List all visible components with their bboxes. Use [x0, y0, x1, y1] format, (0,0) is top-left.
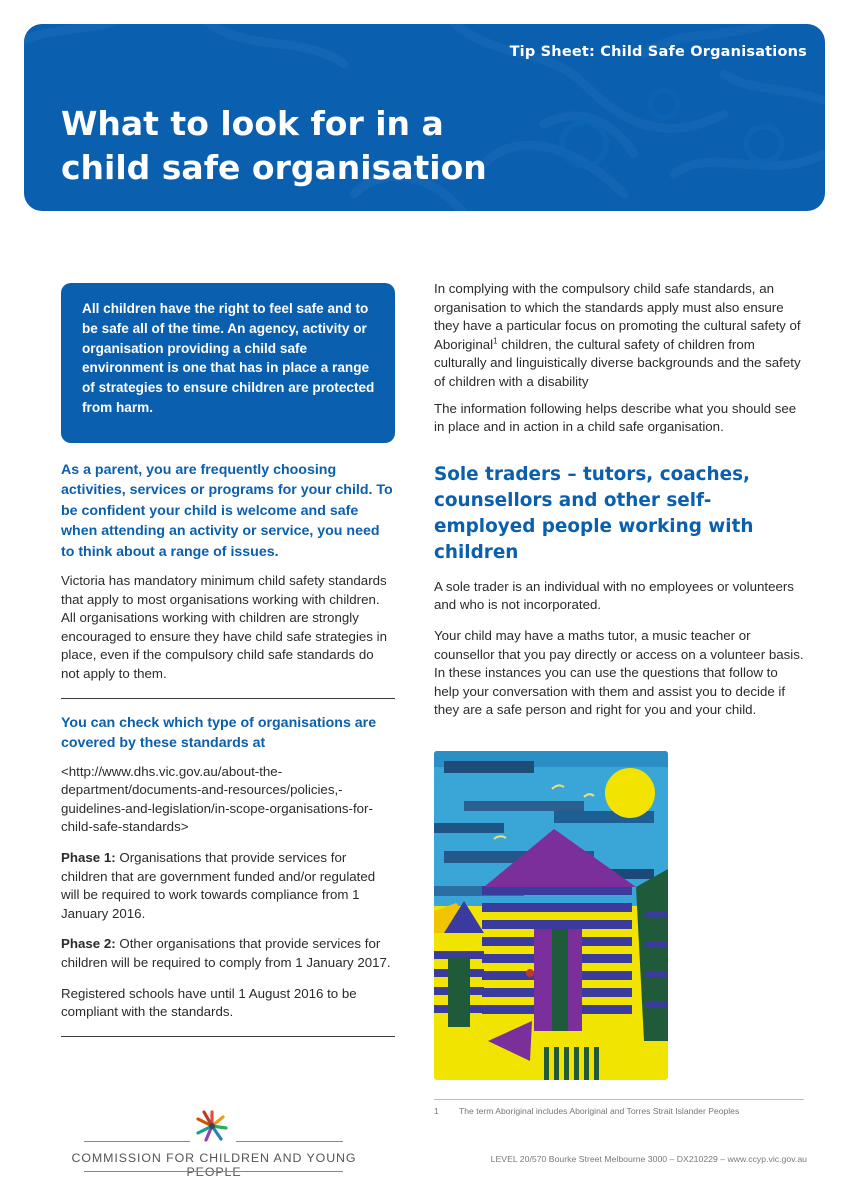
information-paragraph: The information following helps describe what you should see in place and in action in a child safe organisation. — [434, 400, 797, 435]
standards-url[interactable]: <http://www.dhs.vic.gov.au/about-the-department/documents-and-resources/policies,-guidelines-and-legislation/in-scope-organisations-for-child-safe-standards> — [61, 763, 373, 835]
header-banner — [24, 24, 825, 211]
phase-1-paragraph — [61, 849, 395, 923]
standards-intro: Victoria has mandatory minimum child safety standards that apply to most organisations working with children. All organisations working with children are strongly encouraged to ensure they have child safe strategies in place, even if the compulsory child safe standards do not apply to them. — [61, 573, 387, 681]
page-title-line-2: child safe organisation — [61, 148, 487, 187]
child-artwork-image — [434, 751, 668, 1080]
phase-2-paragraph — [61, 935, 395, 972]
footnote-number: 1 — [434, 1106, 439, 1116]
divider — [61, 1036, 395, 1037]
footnote-divider — [434, 1099, 804, 1100]
footer-address: LEVEL 20/570 Bourke Street Melbourne 3000 – DX210229 – www.ccyp.vic.gov.au — [490, 1154, 807, 1164]
footer-line-right — [236, 1141, 343, 1142]
phase-2-label: Phase 2: — [61, 936, 116, 952]
phase-2-text: Other organisations that provide services for children will be required to comply from 1 January 2017. — [61, 936, 391, 970]
page-title — [61, 102, 581, 190]
footnote — [434, 1106, 739, 1116]
phase-1-label: Phase 1: — [61, 849, 116, 865]
page-title-line-1: What to look for in a — [61, 104, 444, 143]
callout-text: All children have the right to feel safe and to be safe all of the time. An agency, activity or organisation providing a child safe environment is one that has in place a range of strategies to ensure children are protected from harm. — [82, 301, 375, 415]
sole-trader-guidance: Your child may have a maths tutor, a music teacher or counsellor that you pay directly or access on a volunteer basis. In these instances you can use the questions that follow to help your conversation with them and assist you to decide if they are a safe person and right for you and your child. — [434, 627, 804, 718]
intro-callout — [61, 283, 395, 443]
cultural-safety-text-b: children, the cultural safety of children from culturally and linguistically diverse backgrounds and the safety of children with a disability — [434, 336, 801, 389]
right-column — [434, 280, 806, 720]
organisation-name: COMMISSION FOR CHILDREN AND YOUNG PEOPLE — [71, 1151, 357, 1179]
footer-line-left — [84, 1141, 190, 1142]
parent-lead-text: As a parent, you are frequently choosing activities, services or programs for your child. To be confident your child is welcome and safe when attending an activity or service, you need to think about a range of issues. — [61, 462, 393, 560]
beach-huts-artwork-icon — [434, 751, 668, 1080]
check-heading: You can check which type of organisations are covered by these standards at — [61, 714, 377, 751]
phase-1-text: Organisations that provide services for children that are government funded and/or regulated will be required to work towards compliance from 1 January 2016. — [61, 849, 376, 921]
footnote-marker: 1 — [493, 336, 498, 346]
footnote-text: The term Aboriginal includes Aboriginal and Torres Strait Islander Peoples — [459, 1106, 740, 1116]
tip-sheet-label: Tip Sheet: Child Safe Organisations — [509, 44, 807, 60]
divider — [61, 698, 395, 699]
cultural-safety-text-a: In complying with the compulsory child safe standards, an organisation to which the standards apply must also ensure they have a particular focus on promoting the cultural safety of Aboriginal — [434, 281, 801, 352]
left-column — [61, 283, 395, 1037]
ccyp-logo-icon — [192, 1106, 232, 1146]
sole-traders-heading: Sole traders – tutors, coaches, counsellors and other self-employed people working with children — [434, 463, 754, 563]
schools-deadline: Registered schools have until 1 August 2016 to be compliant with the standards. — [61, 985, 357, 1020]
cultural-safety-paragraph — [434, 280, 806, 392]
sole-trader-definition: A sole trader is an individual with no employees or volunteers and who is not incorporated. — [434, 578, 794, 613]
footer-line-bottom — [84, 1171, 343, 1172]
